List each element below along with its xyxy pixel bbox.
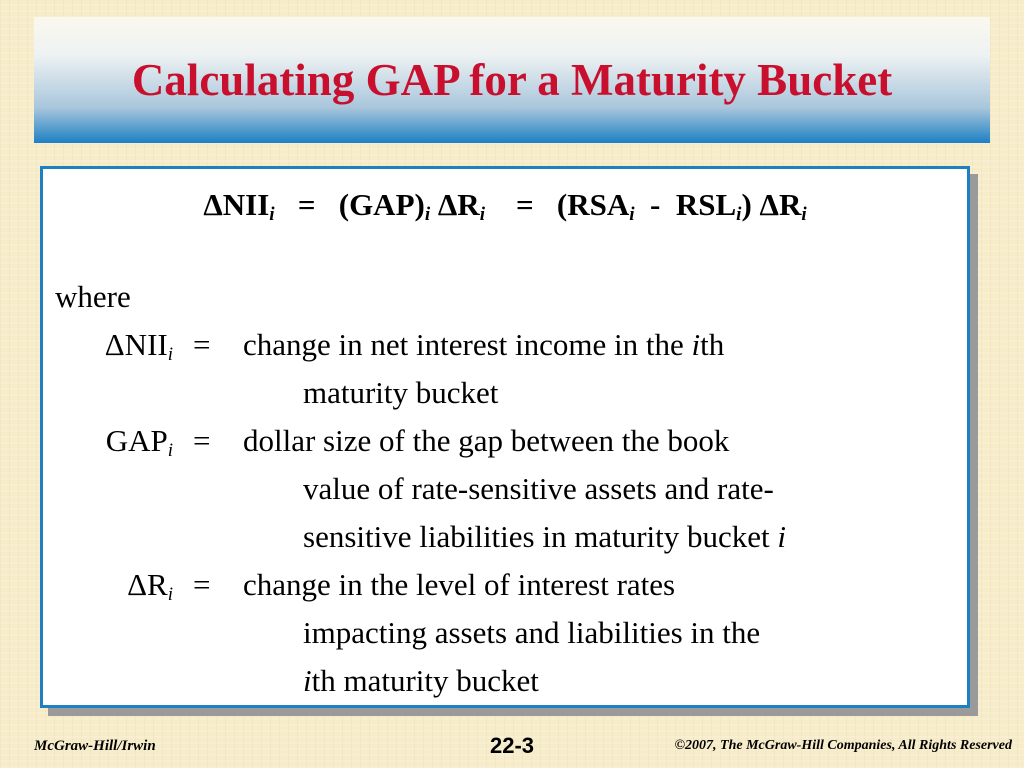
definition-delta-nii: $\Delta NII_i$ = change in net interest income in the ith [104, 327, 725, 365]
definition-delta-nii-cont: maturity bucket [303, 375, 499, 410]
gap-formula: $\Delta NII_i$ = $(GAP)_i$ $\Delta R_i$ = $(RSA_i - RSL_i)$ $\Delta R_i$ [203, 187, 807, 225]
definition-gap-cont-2: sensitive liabilities in maturity bucket i [303, 519, 787, 554]
content-box [40, 166, 970, 708]
definition-gap: $GAP_i$ = dollar size of the gap between the book [105, 423, 730, 461]
definition-delta-r-cont-1: impacting assets and liabilities in the [303, 615, 761, 650]
footer-copyright: ©2007, The McGraw-Hill Companies, All Rights Reserved [674, 738, 1012, 753]
title-bar [34, 17, 990, 143]
where-label: where [55, 279, 131, 314]
footer-publisher: McGraw-Hill/Irwin [34, 738, 156, 754]
slide-number: 22-3 [489, 733, 535, 758]
definition-delta-r: $\Delta R_i$ = change in the level of interest rates [127, 567, 676, 605]
definition-gap-cont-1: value of rate-sensitive assets and rate- [303, 471, 774, 506]
definition-delta-r-cont-2: ith maturity bucket [303, 663, 539, 698]
slide-title: Calculating GAP for a Maturity Bucket [131, 55, 893, 105]
